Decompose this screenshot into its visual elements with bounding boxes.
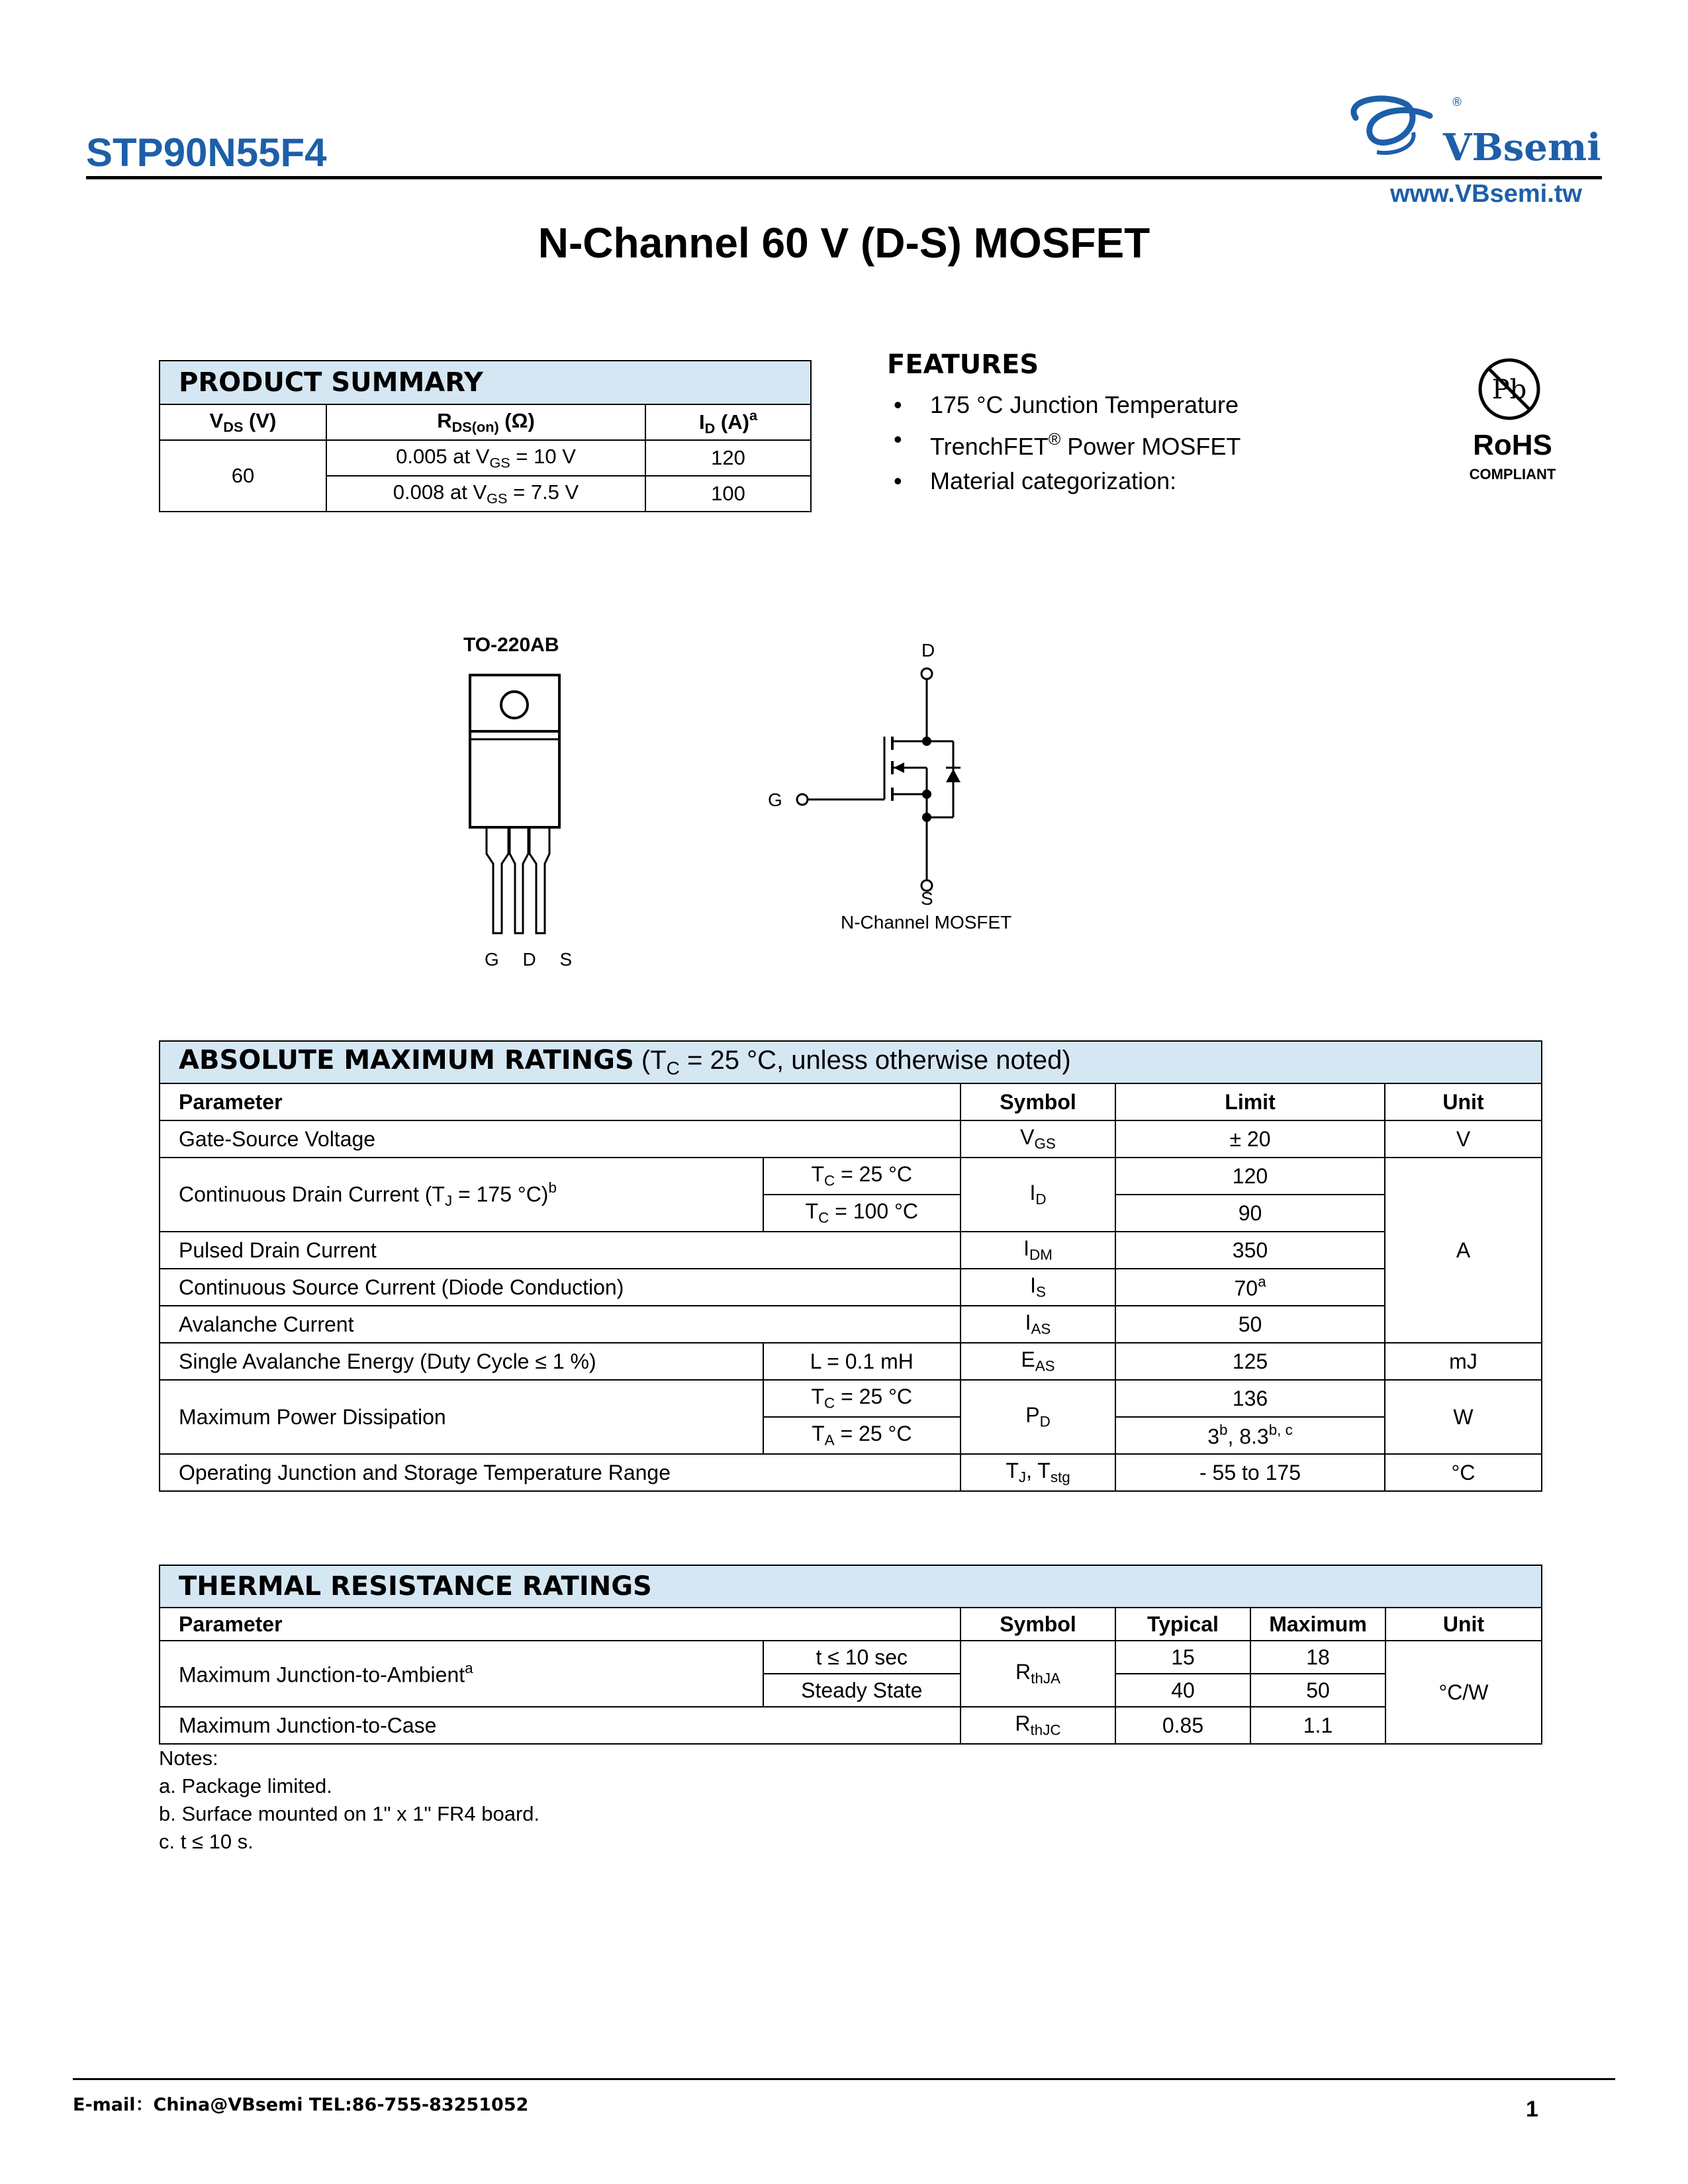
notes — [159, 1745, 539, 1856]
website-link[interactable]: www.VBsemi.tw — [1390, 180, 1582, 208]
thermal-resistance-table — [159, 1565, 1542, 1745]
features-title: FEATURES — [887, 349, 1039, 380]
svg-text:®: ® — [1451, 95, 1463, 109]
table-row — [160, 440, 811, 476]
table-row: Maximum Junction-to-Ambient$^a$ t ≤ 10 sec $R_{thJA}$ 15 18 °C/W — [160, 1641, 1542, 1674]
table-row: Pulsed Drain Current $I_{DM}$ 350 — [160, 1232, 1542, 1269]
footer-contact: E-mail：China@VBsemi TEL:86-755-83251052 — [73, 2095, 529, 2115]
col-rds: $R_{DS(on)}$ (Ω) — [326, 404, 645, 440]
absolute-max-ratings-table — [159, 1040, 1542, 1492]
rohs-label: RoHS — [1473, 429, 1552, 461]
gate-label: G — [768, 790, 782, 810]
col-vds: $V_{DS}$ (V) — [160, 404, 326, 440]
product-summary-title: PRODUCT SUMMARY — [160, 361, 811, 404]
header-symbol: Symbol — [961, 1608, 1115, 1641]
header-limit: Limit — [1115, 1083, 1385, 1120]
table-row: Gate-Source Voltage $V_{GS}$ ± 20 V — [160, 1120, 1542, 1158]
footer-rule — [73, 2078, 1615, 2080]
page-number: 1 — [1526, 2097, 1538, 2122]
list-item: • 175 °C Junction Temperature — [894, 391, 1239, 418]
package-name: TO-220AB — [463, 634, 559, 656]
header-typical: Typical — [1115, 1608, 1250, 1641]
package-pin-labels: G D S — [485, 949, 582, 970]
svg-text:VBsemi: VBsemi — [1443, 126, 1601, 169]
list-item: • TrenchFET® Power MOSFET — [894, 426, 1241, 461]
list-item: c. t ≤ 10 s. — [159, 1830, 254, 1853]
document-title: N-Channel 60 V (D-S) MOSFET — [538, 219, 1150, 267]
table-row: $T_A = 25$ °C 3$^b$, 8.3$^{b, c}$ — [160, 1417, 1542, 1454]
header-unit: Unit — [1385, 1608, 1542, 1641]
svg-text:Pb: Pb — [1491, 375, 1527, 405]
product-summary-table — [159, 360, 812, 512]
id-value: 120 — [645, 440, 811, 476]
table-row: Continuous Drain Current ($T_J = 175$ °C)$^b$ $T_C = 25$ °C $I_D$ 120 A — [160, 1158, 1542, 1195]
mosfet-schematic — [768, 640, 993, 900]
thermal-title: THERMAL RESISTANCE RATINGS — [160, 1565, 1542, 1608]
table-row: Steady State 40 50 — [160, 1674, 1542, 1707]
features-list — [894, 388, 1241, 498]
source-label: S — [921, 888, 933, 909]
table-row: Avalanche Current $I_{AS}$ 50 — [160, 1306, 1542, 1343]
header-maximum: Maximum — [1250, 1608, 1385, 1641]
notes-title: Notes: — [159, 1747, 218, 1770]
table-row: Maximum Power Dissipation $T_C = 25$ °C $P_D$ 136 W — [160, 1380, 1542, 1417]
vds-value: 60 — [160, 440, 326, 512]
vbsemi-logo — [1337, 86, 1615, 179]
rohs-compliant: COMPLIANT — [1469, 466, 1556, 482]
header-unit: Unit — [1385, 1083, 1542, 1120]
list-item: • Material categorization: — [894, 467, 1177, 495]
table-row: Single Avalanche Energy (Duty Cycle ≤ 1 %) L = 0.1 mH $E_{AS}$ 125 mJ — [160, 1343, 1542, 1380]
schematic-caption: N-Channel MOSFET — [841, 912, 1012, 933]
header-parameter: Parameter — [160, 1083, 961, 1120]
table-row: Maximum Junction-to-Case $R_{thJC}$ 0.85 1.1 — [160, 1707, 1542, 1744]
rds-value: 0.008 at $V_{GS} = 7.5$ V — [326, 476, 645, 512]
to220-package-drawing — [457, 668, 576, 946]
rds-value: 0.005 at $V_{GS} = 10$ V — [326, 440, 645, 476]
abs-max-title: ABSOLUTE MAXIMUM RATINGS ($T_C = 25$ °C, unless otherwise noted) — [160, 1041, 1542, 1083]
list-item: a. Package limited. — [159, 1774, 332, 1797]
id-value: 100 — [645, 476, 811, 512]
header-symbol: Symbol — [961, 1083, 1115, 1120]
table-row: Operating Junction and Storage Temperature Range $T_J$, $T_{stg}$ - 55 to 175 °C — [160, 1454, 1542, 1491]
col-id: $I_D$ $(A)^a$ — [645, 404, 811, 440]
pb-free-icon — [1476, 356, 1542, 422]
list-item: b. Surface mounted on 1" x 1" FR4 board. — [159, 1802, 540, 1825]
part-number: STP90N55F4 — [86, 130, 327, 175]
header-parameter: Parameter — [160, 1608, 961, 1641]
table-row: Continuous Source Current (Diode Conduction) $I_S$ 70$^a$ — [160, 1269, 1542, 1306]
drain-label: D — [921, 640, 935, 660]
table-row: $T_C = 100$ °C 90 — [160, 1195, 1542, 1232]
